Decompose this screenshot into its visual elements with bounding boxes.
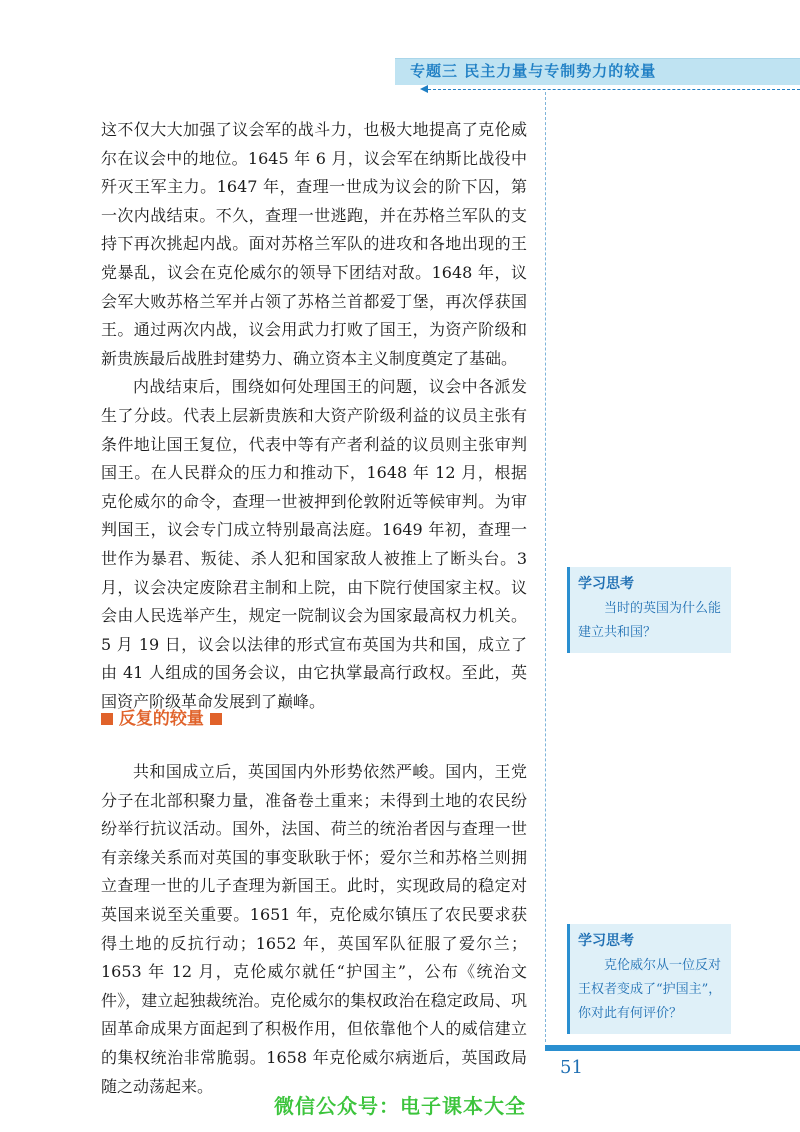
section-heading-text: 反复的较量 (118, 709, 204, 729)
margin-divider (545, 92, 546, 1042)
header-arrow-icon (420, 85, 428, 93)
paragraph: 共和国成立后，英国国内外形势依然严峻。国内，王党分子在北部积聚力量，准备卷土重来；未得到土地的农民纷纷举行抗议活动。国外，法国、荷兰的统治者因与查理一世有亲缘关系而对英国的事变耿耿于怀；爱尔兰和苏格兰则拥立查理一世的儿子查理为新国王。此时，实现政局的稳定对英国来说至关重要。1651 年，克伦威尔镇压了农民要求获得土地的反抗行动；1652 年，英国军队征服了爱尔兰；1653 年 12 月，克伦威尔就任“护国主”，公布《统治文件》，建立起独裁统治。克伦威尔的集权政治在稳定政局、巩固革命成果方面起到了积极作用，但依靠他个人的威信建立的集权统治非常脆弱。1658 年克伦威尔病逝后，英国政局随之动荡起来。 (101, 762, 527, 1096)
chapter-title: 专题三 民主力量与专制势力的较量 (410, 62, 657, 80)
think-box-title: 学习思考 (578, 576, 634, 592)
page-number: 51 (560, 1057, 583, 1078)
study-think-box (567, 567, 731, 653)
think-box-question: 克伦威尔从一位反对王权者变成了“护国主”，你对此有何评价？ (578, 958, 722, 1021)
think-box-question: 当时的英国为什么能建立共和国？ (578, 601, 722, 640)
watermark: 微信公众号：电子课本大全 (274, 1094, 526, 1118)
square-bullet-icon (210, 713, 222, 725)
footer-band (545, 1045, 800, 1051)
square-bullet-icon (101, 713, 113, 725)
paragraph: 内战结束后，围绕如何处理国王的问题，议会中各派发生了分歧。代表上层新贵族和大资产阶级利益的议员主张有条件地让国王复位，代表中等有产者利益的议员则主张审判国王。在人民群众的压力和推动下，1648 年 12 月，根据克伦威尔的命令，查理一世被押到伦敦附近等候审判。为审判国王，议会专门成立特别最高法庭。1649 年初，查理一世作为暴君、叛徒、杀人犯和国家敌人被推上了断头台。3 月，议会决定废除君主制和上院，由下院行使国家主权。议会由人民选举产生，规定一院制议会为国家最高权力机关。5 月 19 日，议会以法律的形式宣布英国为共和国，成立了由 41 人组成的国务会议，由它执掌最高行政权。至此，英国资产阶级革命发展到了巅峰。 (101, 377, 527, 711)
study-think-box (567, 924, 731, 1034)
section-heading (101, 704, 222, 729)
paragraph: 这不仅大大加强了议会军的战斗力，也极大地提高了克伦威尔在议会中的地位。1645 年 6 月，议会军在纳斯比战役中歼灭王军主力。1647 年，查理一世成为议会的阶下囚，第一次内战结束。不久，查理一世逃跑，并在苏格兰军队的支持下再次挑起内战。面对苏格兰军队的进攻和各地出现的王党暴乱，议会在克伦威尔的领导下团结对敌。1648 年，议会军大败苏格兰军并占领了苏格兰首都爱丁堡，再次俘获国王。通过两次内战，议会用武力打败了国王，为资产阶级和新贵族最后战胜封建势力、确立资本主义制度奠定了基础。 (101, 120, 527, 368)
think-box-title: 学习思考 (578, 933, 634, 949)
header-divider (428, 89, 800, 90)
main-text-top (101, 116, 527, 716)
main-text-bottom (101, 758, 527, 1101)
